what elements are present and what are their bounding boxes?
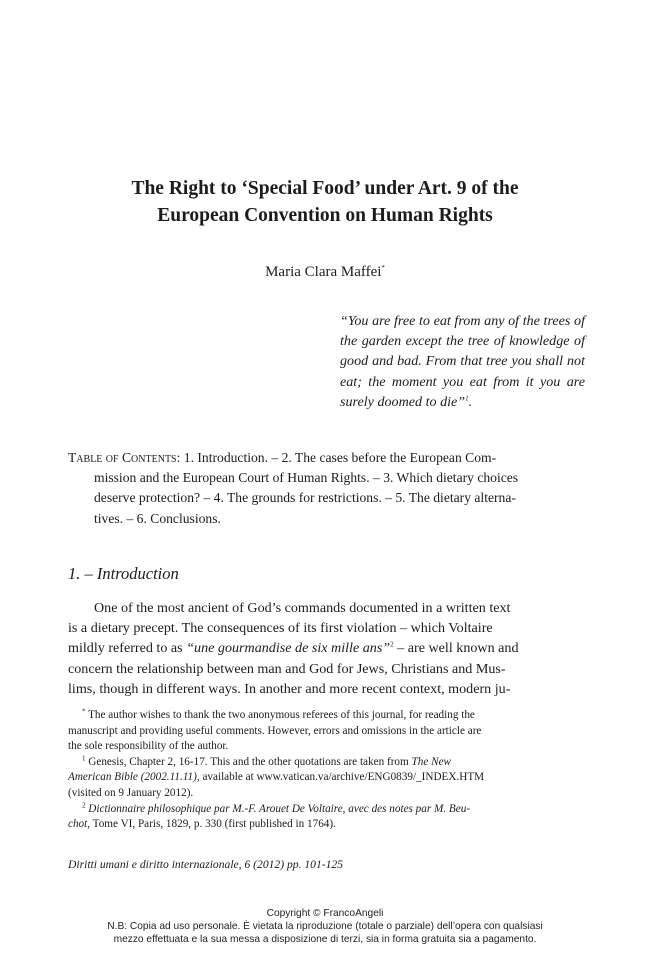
footnote-1-marker: 1 [82, 754, 86, 763]
footnote-2-italic-2: chot [68, 818, 88, 831]
footnote-star-text-1: The author wishes to thank the two anonymous referees of this journal, for reading the [85, 709, 475, 721]
footnote-2-italic: Dictionnaire philosophique par M.-F. Arouet De Voltaire, avec des notes par M. Beu- [85, 802, 471, 815]
footnote-1-line-3: (visited on 9 January 2012). [68, 786, 194, 799]
footnote-2-text: , Tome VI, Paris, 1829, p. 330 (first published in 1764). [87, 818, 336, 831]
toc-line [68, 448, 586, 468]
author-note-marker: * [381, 264, 385, 272]
body-note-marker: 2 [390, 640, 394, 649]
footnote-star-line-3: the sole responsibility of the author. [68, 740, 229, 753]
epigraph-end: . [468, 393, 473, 410]
footnote-2-line-2 [68, 817, 586, 833]
copyright-line-1: Copyright © FrancoAngeli [266, 908, 384, 919]
footnote-1-url-text: , available at www.vatican.va/archive/ENG0839/_INDEX.HTM [196, 771, 485, 784]
footnote-1-italic-2: American Bible (2002.11.11) [68, 771, 197, 784]
footnote-2-marker: 2 [82, 800, 86, 809]
copyright-notice [0, 907, 650, 946]
title-line-2: European Convention on Human Rights [157, 205, 493, 226]
copyright-line-3: mezzo effettuata e la sua messa a disposizione di terzi, sia in forma gratuita sia a pagamento. [113, 934, 537, 945]
table-of-contents [68, 448, 586, 529]
author-byline [0, 264, 650, 281]
toc-line-2: mission and the European Court of Human Rights. – 3. Which dietary choices [94, 470, 519, 486]
footnote-1-italic: The New [411, 755, 451, 768]
footnote-star-marker: * [82, 707, 86, 716]
toc-line-3: deserve protection? – 4. The grounds for restrictions. – 5. The dietary alterna- [94, 490, 516, 506]
author-name: Maria Clara Maffei [265, 264, 382, 280]
journal-citation: Diritti umani e diritto internazionale, 6 (2012) pp. 101-125 [68, 858, 344, 871]
footnote-star-line-1 [68, 708, 586, 724]
toc-label: Table of Contents: [68, 450, 181, 465]
body-paragraph [68, 598, 586, 699]
body-line-3-start: mildly referred to as [68, 640, 187, 657]
footnote-2-line-1 [68, 802, 586, 818]
footnote-1-text: Genesis, Chapter 2, 16-17. This and the other quotations are taken from [85, 755, 412, 768]
epigraph-text: “You are free to eat from any of the trees of the garden except the tree of knowledge of good and bad. From that tree you shall not eat; the moment you eat from it you are surely doomed to die” [340, 313, 585, 410]
epigraph [340, 311, 585, 412]
epigraph-note-marker: 1 [465, 394, 469, 403]
body-line-1: One of the most ancient of God’s commands documented in a written text [94, 600, 511, 616]
body-line-4: concern the relationship between man and God for Jews, Christians and Mus- [68, 660, 506, 677]
voltaire-quote: “une gourmandise de six mille ans” [186, 640, 391, 657]
body-line-3 [68, 638, 586, 658]
title-line-1: The Right to ‘Special Food’ under Art. 9 of the [131, 178, 519, 199]
toc-line-1: 1. Introduction. – 2. The cases before the European Com- [183, 450, 497, 465]
body-line-2: is a dietary precept. The consequences of its first violation – which Voltaire [68, 620, 493, 637]
toc-line-4: tives. – 6. Conclusions. [94, 510, 221, 526]
section-heading: 1. – Introduction [68, 564, 179, 583]
body-line-5: lims, though in different ways. In another and more recent context, modern ju- [68, 680, 511, 697]
article-title [40, 175, 610, 229]
copyright-line-2: N.B: Copia ad uso personale. È vietata la riproduzione (totale o parziale) dell’opera con qualsiasi [107, 921, 543, 932]
footnotes [68, 708, 586, 833]
footnote-1-line-1 [68, 755, 586, 771]
body-line-3-end: – are well known and [393, 640, 519, 657]
footnote-1-line-2 [68, 770, 586, 786]
footnote-star-line-2: manuscript and providing useful comments. However, errors and omissions in the article are [68, 724, 482, 737]
